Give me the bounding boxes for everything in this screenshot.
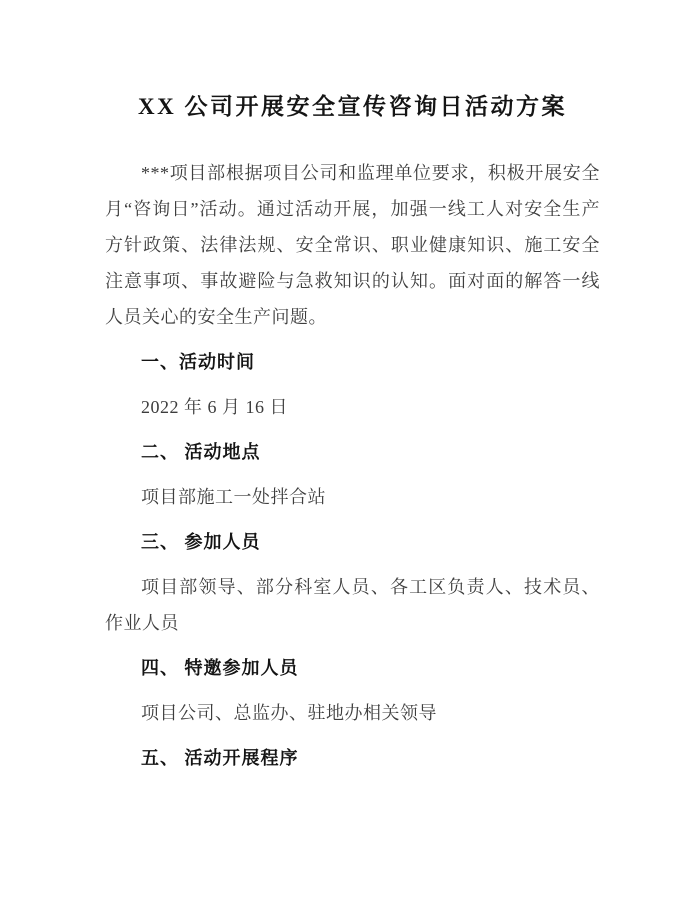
intro-paragraph: ***项目部根据项目公司和监理单位要求，积极开展安全月“咨询日”活动。通过活动开展，加强一线工人对安全生产方针政策、法律法规、安全常识、职业健康知识、施工安全注意事项、事故避险与急救知识的认知。面对面的解答一线人员关心的安全生产问题。: [105, 163, 600, 327]
section-body-activity-time: 2022 年 6 月 16 日: [141, 397, 288, 417]
section-body-invited-participants: 项目公司、总监办、驻地办相关领导: [141, 703, 437, 723]
section-heading-participants: 三、 参加人员: [141, 532, 261, 552]
section-heading-activity-procedure: 五、 活动开展程序: [141, 748, 299, 768]
section-heading-invited-participants: 四、 特邀参加人员: [141, 658, 299, 678]
section-body-participants: 项目部领导、部分科室人员、各工区负责人、技术员、作业人员: [105, 577, 600, 633]
section-heading-activity-time: 一、活动时间: [141, 352, 255, 372]
section-body-activity-location: 项目部施工一处拌合站: [141, 487, 326, 507]
document-title: XX 公司开展安全宣传咨询日活动方案: [138, 94, 567, 119]
section-heading-activity-location: 二、 活动地点: [141, 442, 261, 462]
